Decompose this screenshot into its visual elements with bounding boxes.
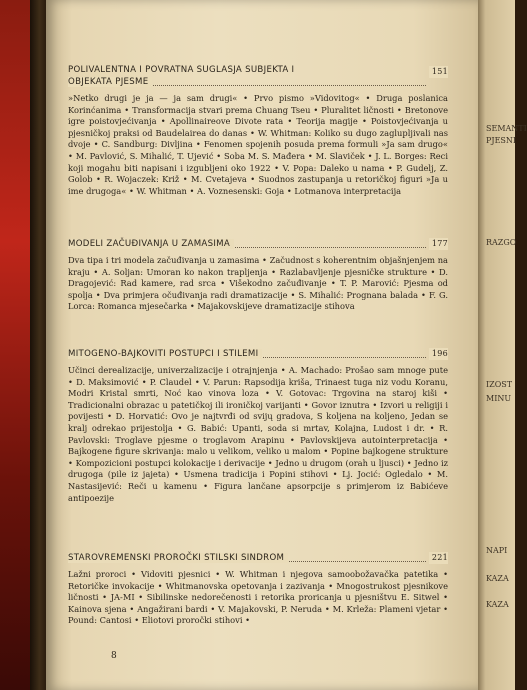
section-title: STAROVREMENSKI PROROČKI STILSKI SINDROM: [68, 553, 288, 563]
section-summary: Dva tipa i tri modela začuđivanja u zamasima • Začudnost s koherentnim objašnjenjem na kraju • A. Soljan: Umoran ko nakon trapljenja • Razlabavljenje pjesničke strukture • D. Dragojević: Rad kamere, rad srca • Višekodno začuđivanje • T. P. Marović: Pjesma od spolja • Dva primjera očuđivanja radi dramatizacije • S. Mihalić: Prognana balada • F. G. Lorca: Romanca mjesečarka • Majakovskijeve dramatizacije stihova: [68, 255, 448, 312]
book-cover-red: [0, 0, 30, 690]
section-summary: »Netko drugi je ja — ja sam drugi« • Prvo pismo »Vidovitog« • Druga poslanica Korinćanima • Transformacija stvari prema Chuang Tseu • Pluralitet ličnosti • Bretonove igre poistovjećivanja • Apollinaireove Divote rata • Teorija magije • Poistovjećivanja u pjesničkoj praksi od Baudelairea do danas • W. Whitman: Koliko su dugo zaglupljivali nas dvoje • C. Sandburg: Divljina • Fenomen spojenih posuda prema formuli »Ja sam drugo« • M. Pavlović, S. Mihalić, T. Ujević • Soba M. S. Mađera • M. Slaviček • J. L. Borges: Reci koji mogahu biti napisani i izgubljeni oko 1922 • V. Popa: Daleko u nama • P. Gudelj, Z. Golob • R. Wojaczek: Križ • M. Cvetajeva • Suodnos zastupanja u retoričkoj figuri »Ja u ime drugoga« • W. Whitman • A. Voznesenski: Goja • Lotmanova interpretacija: [68, 93, 448, 196]
facing-page-fragment: RAZGO: [486, 238, 517, 247]
toc-section: [68, 348, 448, 504]
toc-section: [68, 552, 448, 627]
section-page-number: 177: [429, 238, 448, 250]
toc-section: [68, 238, 448, 313]
section-title-cont: OBJEKATA PJESME: [68, 77, 152, 87]
book-spine: [30, 0, 46, 690]
section-title: POLIVALENTNA I POVRATNA SUGLASJA SUBJEKTA I: [68, 65, 295, 75]
section-page-number: 151: [429, 66, 448, 78]
section-page-number: 196: [429, 348, 448, 360]
toc-heading: [68, 64, 448, 76]
toc-heading: [68, 238, 448, 250]
facing-page-fragment: KAZA: [486, 600, 509, 609]
facing-page-fragment: MINU: [486, 394, 512, 403]
section-title: MODELI ZAČUĐIVANJA U ZAMASIMA: [68, 239, 234, 249]
toc-section: [68, 64, 448, 197]
facing-page-fragment: IZOST: [486, 380, 513, 389]
facing-page-fragment: SEMANTI: [486, 124, 527, 133]
section-summary: Lažni proroci • Vidoviti pjesnici • W. Whitman i njegova samoobožavačka patetika • Retoričke invokacije • Whitmanovska opetovanja i zazivanja • Mnogostrukost pjesnikove ličnosti • JA-MI • Sibilinske nedorečenosti i retorika proricanja u pjesništvu E. Sitwel • Kainova sjena • Angažirani bardi • V. Majakovski, P. Neruda • M. Krleža: Plameni vjetar • Pound: Cantosi • Eliotovi proročki stihovi •: [68, 569, 448, 626]
page-number: 8: [111, 651, 117, 661]
facing-page-edge: [478, 0, 515, 690]
section-summary: Učinci derealizacije, univerzalizacije i otrajnjenja • A. Machado: Prošao sam mnoge pute • D. Maksimović • P. Claudel • V. Parun: Rapsodija kriša, Trinaest tuga niz vodu Koranu, Modri Kristal smrti, Noć kao vinova loza • V. Gotovac: Trgovina na staroj kiši • Tradicionalni obrazac u patetičkoj ili ironičkoj varijanti • Govor iznutra • Izvori u religiji i povijesti • D. Horvatić: Ovo je najtvrđi od svijų gradova, S koljena na koljeno, Jedan se kralj odrekao prijestolja • G. Babić: Upanti, soda si mrtav, Kolajna, Ludost i dr. • R. Pavlovski: Troglave pjesme o troglavom Arapinu • Pavlovskijeva autointerpretacija • Bajkogene figure skrivanja: malo u velikom, veliko u malom • Popine bajkogene strukture • Kompozicioni postupci kolokacije i derivacije • Jedno u drugom (orah u ljusci) • Jedno iz drugoga (pile iz jajeta) • Usmena tradicija i Popini stihovi • Lj. Jocić: Ogledalo • M. Nastasijević: Reči u kamenu • Figura lančane apsorpcije s primjerom iz Babićeve antipoezije: [68, 365, 448, 503]
toc-heading: [68, 552, 448, 564]
facing-page-fragment: PJESNI: [486, 136, 517, 145]
section-title: MITOGENO-BAJKOVITI POSTUPCI I STILEMI: [68, 349, 262, 359]
facing-page-fragment: NAPI: [486, 546, 508, 555]
section-page-number: 221: [429, 552, 448, 564]
facing-page-fragment: KAZA: [486, 574, 509, 583]
toc-heading: [68, 348, 448, 360]
